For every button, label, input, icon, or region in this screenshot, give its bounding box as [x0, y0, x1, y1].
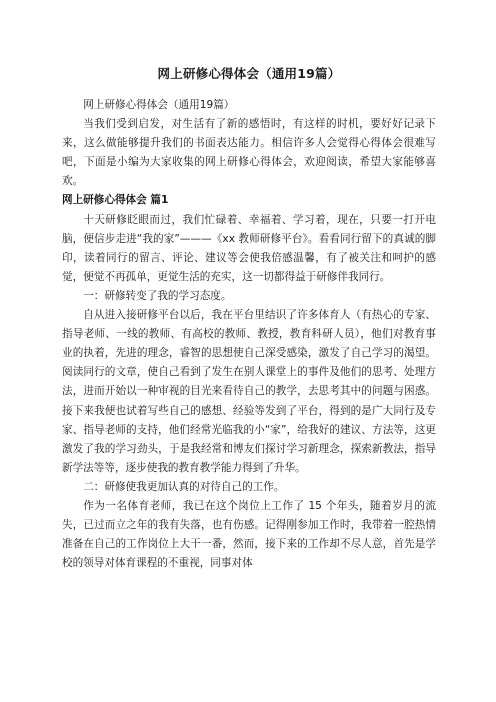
- body-paragraph: 网上研修心得体会（通用19篇）: [83, 99, 235, 111]
- body-paragraph: 一：研修转变了我的学习态度。: [83, 289, 232, 302]
- body-paragraph: 作为一名体育老师，我已在这个岗位上工作了 15 个年头，随着岁月的流失，已过而立之年的我有失落，也有伤感。记得刚参加工作时，我带着一腔热情准备在自己的工作岗位上大干一番，然而，接下来的工作却不尽人意，首先是学校的领导对体育课程的不重视，同事对体: [62, 499, 436, 570]
- body-paragraph: 自从进入接研修平台以后，我在平台里结识了许多体育人（有热心的专家、指导老师、一线的教师、有高校的教师、教授，教育科研人员），他们对教育事业的执着，先进的理念，睿智的思想使自己深受感染，激发了自己学习的渴望。阅读同行的文章，使自己看到了发生在别人课堂上的事件及他们的思考、处理方法，进而开始以一种审视的目光来看待自己的教学，去思考其中的问题与困惑。接下来我便也试着写些自己的感想、经验等发到了平台，得到的是广大同行及专家、指导老师的支持，他们经常光临我的小“家”，给我好的建议、方法等，这更激发了我的学习劲头，于是我经常和博友们探讨学习新理念，探索新教法，指导新学法等等，逐步使我的教育教学能力得到了升华。: [62, 309, 436, 474]
- document-title: 网上研修心得体会（通用19篇）: [157, 66, 341, 81]
- section-heading: 网上研修心得体会 篇1: [62, 194, 169, 207]
- body-paragraph: 当我们受到启发，对生活有了新的感悟时，有这样的时机，要好好记录下来，这么做能够提升我们的书面表达能力。相信许多人会觉得心得体会很难写吧，下面是小编为大家收集的网上研修心得体会，欢迎阅读，希望大家能够喜欢。: [62, 118, 436, 188]
- body-paragraph: 二：研修使我更加认真的对待自己的工作。: [83, 480, 285, 493]
- body-paragraph: 十天研修眨眼而过，我们忙碌着、幸福着、学习着，现在，只要一打开电脑，便信步走进“我的家”———《xx 教师研修平台》。看看同行留下的真诚的脚印，读着同行的留言、评论、建议等会使我倍感温馨，有了被关注和呵护的感觉，便觉不再孤单，更觉生活的充实，这一切都得益于研修伴我同行。: [62, 213, 436, 283]
